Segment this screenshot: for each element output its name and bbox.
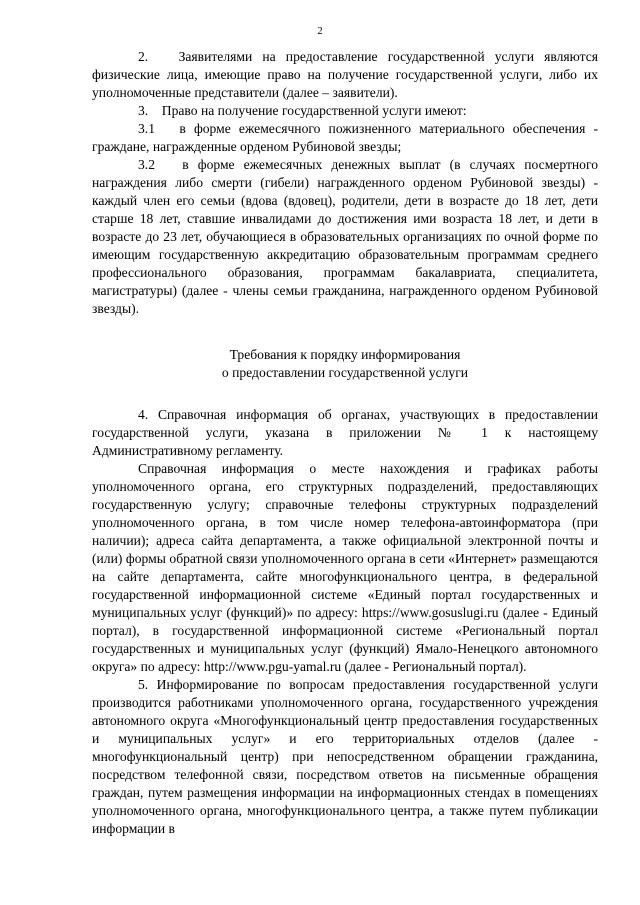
- page-number: 2: [317, 26, 323, 37]
- paragraph-3-1: 3.1 в форме ежемесячного пожизненного материального обеспечения - граждане, награжденные орденом Рубиновой звезды;: [92, 121, 598, 154]
- document-body: [92, 48, 598, 838]
- paragraph-3-2: 3.2 в форме ежемесячных денежных выплат (в случаях посмертного награждения либо смерти (гибели) награжденного орденом Рубиновой звезды) - каждый член его семьи (вдова (вдовец), родители, дети в возрасте до 18 лет, дети старше 18 лет, ставшие инвалидами до достижения ими возраста 18 лет, и дети в возрасте до 23 лет, обучающиеся в образовательных организациях по очной форме по имеющим государственную аккредитацию образовательным программам среднего профессионального образования, программам бакалавриата, специалитета, магистратуры) (далее - члены семьи гражданина, награжденного орденом Рубиновой звезды).: [92, 157, 598, 316]
- paragraph-4: 4. Справочная информация об органах, участвующих в предоставлении государственной услуги, указана в приложении № 1 к настоящему Административному регламенту.: [92, 407, 598, 458]
- paragraph-reference-info: Справочная информация о месте нахождения и графиках работы уполномоченного органа, его структурных подразделений, предоставляющих государственную услугу; справочные телефоны структурных подразделений уполномоченного органа, в том числе номер телефона-автоинформатора (при наличии); адреса сайта департамента, а также официальной электронной почты и (или) формы обратной связи уполномоченного органа в сети «Интернет» размещаются на сайте департамента, сайте многофункционального центра, в федеральной государственной информационной системе «Единый портал государственных и муниципальных услуг (функций)» по адресу: https://www.gosuslugi.ru (далее - Единый портал), в государственной информационной системе «Региональный портал государственных и муниципальных услуг (функций) Ямало-Ненецкого автономного округа» по адресу: http://www.pgu-yamal.ru (далее - Региональный портал).: [92, 461, 598, 674]
- paragraph-5: 5. Информирование по вопросам предоставления государственной услуги производится работниками уполномоченного органа, государственного учреждения автономного округа «Многофункциональный центр предоставления государственных и муниципальных услуг» и его территориальных отделов (далее - многофункциональный центр) при непосредственном обращении гражданина, посредством телефонной связи, посредством ответов на письменные обращения граждан, путем размещения информации на информационных стендах в помещениях уполномоченного органа, многофункционального центра, а также путем публикации информации в: [92, 677, 598, 836]
- section-heading-line-2: о предоставлении государственной услуги: [221, 365, 469, 380]
- paragraph-right-to-service: 3. Право на получение государственной услуги имеют:: [138, 103, 467, 118]
- section-heading: [92, 346, 598, 382]
- section-heading-line-1: Требования к порядку информирования: [229, 347, 461, 362]
- paragraph-applicants: 2. Заявителями на предоставление государственной услуги являются физические лица, имеющие право на получение государственной услуги, либо их уполномоченные представители (далее – заявители).: [92, 49, 598, 100]
